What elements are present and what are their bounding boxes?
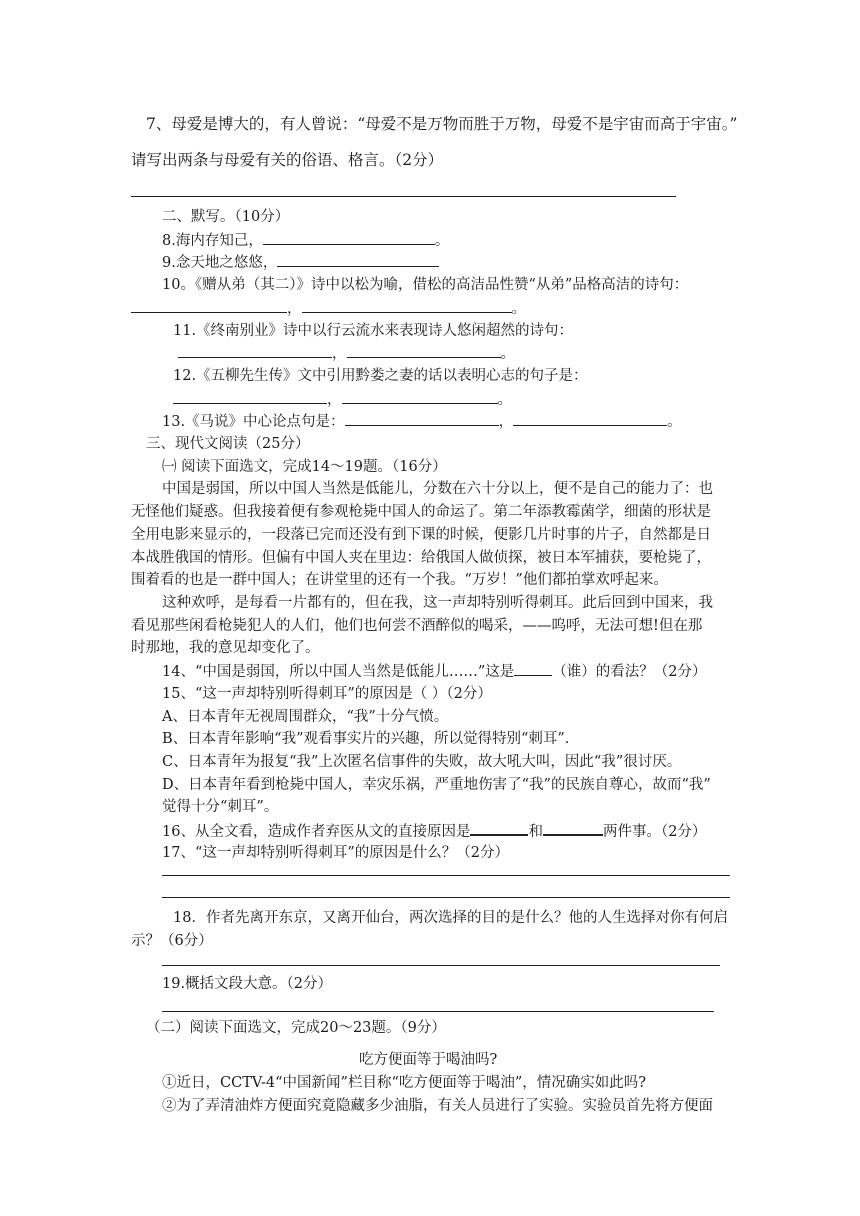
passage-line: 时那地，我的意见却变化了。 — [131, 640, 320, 656]
q15-option-c[interactable]: C、日本青年为报复“我”上次匿名信事件的失败，故大吼大叫，因此“我”很讨厌。 — [162, 754, 682, 770]
q16-blank-2[interactable] — [543, 820, 603, 836]
q15: 15、“这一声却特别听得刺耳”的原因是（ ）（2分） — [162, 686, 492, 702]
q11-answer: ， 。 — [178, 343, 515, 364]
q19: 19.概括文段大意。（2分） — [162, 976, 333, 992]
q7-answer-line[interactable] — [131, 196, 676, 197]
passage-line: 本战胜俄国的情形。但偏有中国人夹在里边：给俄国人做侦探，被日本军捕获，要枪毙了， — [131, 550, 711, 566]
q11-blank-1[interactable] — [178, 343, 332, 358]
q7-line2: 请写出两条与母爱有关的俗语、格言。（2分） — [131, 151, 444, 169]
part1-instructions: ㈠ 阅读下面选文，完成14～19题。（16分） — [162, 459, 447, 475]
passage-line: 全用电影来显示的，一段落已完而还没有到下课的时候，便影几片时事的片子，自然都是日 — [131, 527, 711, 543]
q17-answer-line-1[interactable] — [162, 875, 730, 876]
article-paragraph-2: ②为了弄清油炸方便面究竟隐藏多少油脂，有关人员进行了实验。实验员首先将方便面 — [162, 1098, 713, 1114]
section3-title: 三、现代文阅读（25分） — [146, 436, 310, 452]
q8: 8.海内存知己， 。 — [162, 230, 449, 251]
q15-option-a[interactable]: A、日本青年无视周围群众，“我”十分气愤。 — [162, 709, 449, 725]
article-paragraph-1: ①近日，CCTV-4“中国新闻”栏目称“吃方便面等于喝油”，情况确实如此吗? — [162, 1075, 647, 1091]
q14: 14、“中国是弱国，所以中国人当然是低能儿……”这是 （谁）的看法？（2分） — [162, 661, 707, 682]
q18-answer-line[interactable] — [162, 965, 720, 966]
q16: 16、从全文看，造成作者弃医从文的直接原因是 和 两件事。（2分） — [162, 820, 706, 842]
article-title: 吃方便面等于喝油吗? — [359, 1052, 498, 1068]
q17-answer-line-2[interactable] — [162, 897, 730, 898]
q10-answer: ， 。 — [131, 298, 526, 319]
q13: 13.《马说》中心论点句是： ， 。 — [162, 411, 682, 432]
passage-line: 围着看的也是一群中国人；在讲堂里的还有一个我。“万岁！”他们都拍掌欢呼起来。 — [131, 572, 668, 588]
q14-blank[interactable] — [514, 661, 552, 676]
q12-blank-2[interactable] — [342, 389, 498, 404]
q8-blank[interactable] — [263, 230, 435, 245]
q15-option-b[interactable]: B、日本青年影响“我”观看事实片的兴趣，所以觉得特别“刺耳”. — [162, 731, 570, 747]
q12-blank-1[interactable] — [173, 389, 327, 404]
passage-line: 看见那些闲看枪毙犯人的人们，他们也何尝不酒醉似的喝采，——呜呼，无法可想!但在那 — [131, 618, 703, 634]
q9-blank[interactable] — [277, 252, 439, 267]
q10-blank-1[interactable] — [131, 298, 287, 313]
q16-blank-1[interactable] — [470, 820, 528, 836]
q12-answer: ， 。 — [173, 389, 512, 410]
passage-line: 无怪他们疑惑。但我接着便有参观枪毙中国人的命运了。第二年添教霉菌学，细菌的形状是 — [131, 504, 711, 520]
q11: 11.《终南别业》诗中以行云流水来表现诗人悠闲超然的诗句： — [173, 323, 574, 339]
q15-option-d[interactable]: D、日本青年看到枪毙中国人，幸灾乐祸，严重地伤害了“我”的民族自尊心，故而“我” — [162, 777, 711, 793]
section2-title: 二、默写。（10分） — [162, 209, 290, 225]
part2-instructions: （二）阅读下面选文，完成20～23题。（9分） — [146, 1020, 446, 1036]
q10: 10。《赠从弟（其二）》诗中以松为喻，借松的高洁品性赞“从弟”品格高洁的诗句： — [162, 277, 689, 293]
q10-blank-2[interactable] — [302, 298, 512, 313]
q18-line1: 18．作者先离开东京，又离开仙台，两次选择的目的是什么？他的人生选择对你有何启 — [173, 910, 728, 926]
q18-line2: 示？（6分） — [131, 933, 213, 949]
q9: 9.念天地之悠悠， — [162, 252, 439, 273]
q7-line1: 7、母爱是博大的，有人曾说：“母爱不是万物而胜于万物，母爱不是宇宙而高于宇宙。” — [146, 115, 738, 133]
q13-blank-1[interactable] — [345, 411, 499, 426]
q12: 12.《五柳先生传》文中引用黔娄之妻的话以表明心志的句子是： — [173, 368, 588, 384]
passage-line: 这种欢呼，是每看一片都有的，但在我，这一声却特别听得刺耳。此后回到中国来，我 — [162, 595, 713, 611]
passage-line: 中国是弱国，所以中国人当然是低能儿，分数在六十分以上，便不是自己的能力了：也 — [162, 481, 713, 497]
q15-option-d-cont: 觉得十分“刺耳”。 — [162, 799, 279, 815]
q19-answer-line[interactable] — [162, 1011, 714, 1012]
q13-blank-2[interactable] — [513, 411, 667, 426]
q11-blank-2[interactable] — [347, 343, 501, 358]
q17: 17、“这一声却特别听得刺耳”的原因是什么？（2分） — [162, 845, 509, 861]
